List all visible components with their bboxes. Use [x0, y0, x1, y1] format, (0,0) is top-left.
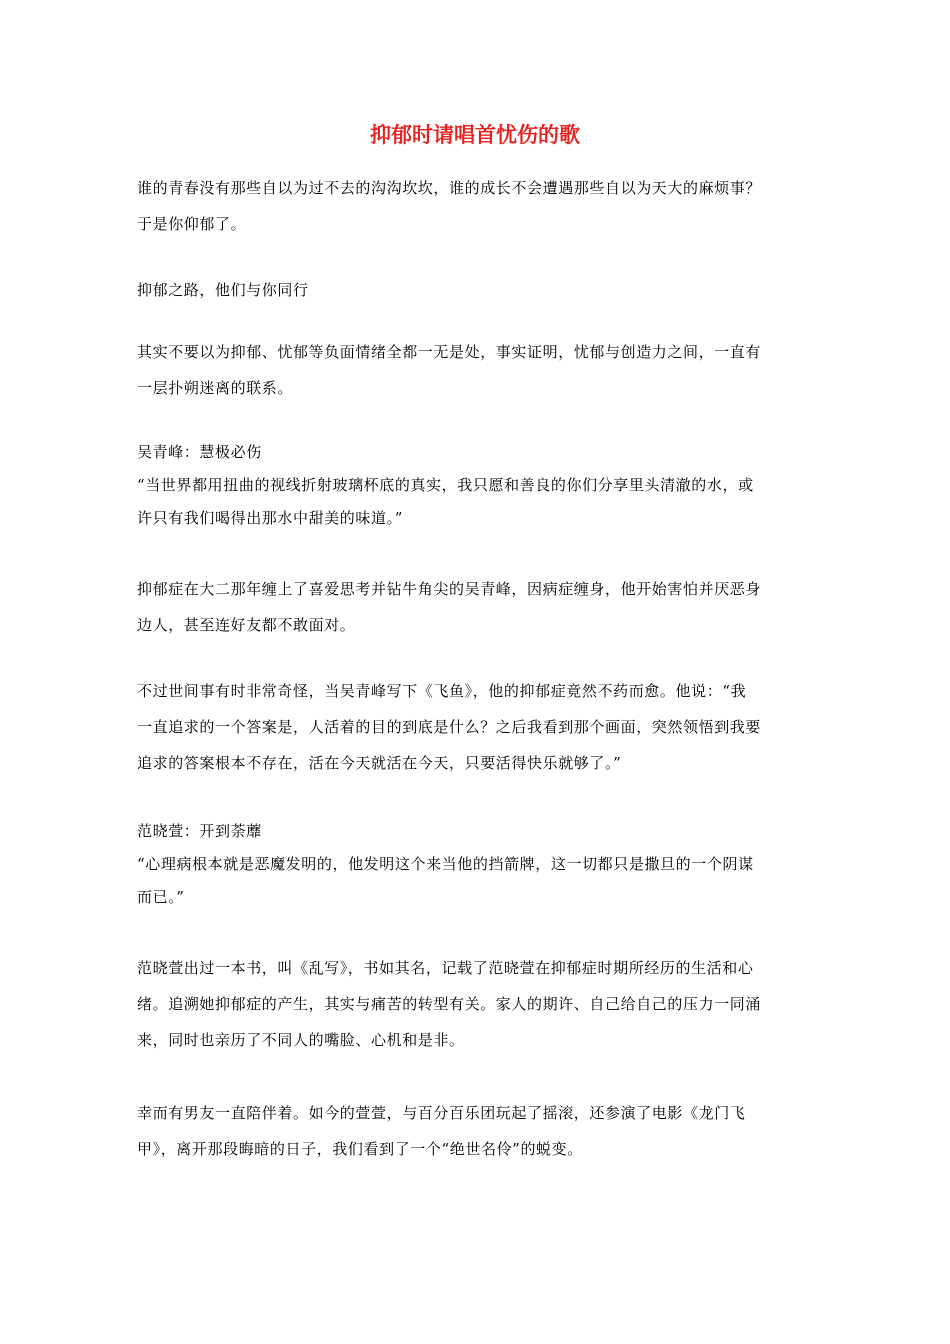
paragraph-wu-story: [137, 571, 817, 643]
paragraph-fan-now: [137, 1095, 817, 1167]
paragraph-line: 来，同时也亲历了不同人的嘴脸、心机和是非。: [137, 1031, 465, 1049]
paragraph-line: 一直追求的一个答案是，人活着的目的到底是什么？之后我看到那个画面，突然领悟到我要: [137, 718, 762, 736]
paragraph-line: 一层扑朔迷离的联系。: [137, 379, 294, 397]
paragraph-wu-quote: [137, 436, 817, 535]
document-title: 抑郁时请唱首忧伤的歌: [370, 122, 580, 147]
paragraph-line: 甲》，离开那段晦暗的日子，我们看到了一个“绝世名伶”的蜕变。: [137, 1140, 583, 1158]
paragraph-line: 抑郁症在大二那年缠上了喜爱思考并钻牛角尖的吴青峰，因病症缠身，他开始害怕并厌恶身: [137, 580, 762, 598]
paragraph-line: 而已。”: [137, 888, 185, 906]
paragraph-intro: [137, 170, 817, 242]
paragraph-fan-quote: [137, 815, 817, 914]
paragraph-line: 不过世间事有时非常奇怪，当吴青峰写下《飞鱼》，他的抑郁症竟然不药而愈。他说：“我: [137, 682, 747, 700]
section-heading-road: [137, 272, 817, 308]
paragraph-line: 边人，甚至连好友都不敢面对。: [137, 616, 356, 634]
paragraph-fan-book: [137, 950, 817, 1058]
paragraph-line: 追求的答案根本不存在，活在今天就活在今天，只要活得快乐就够了。”: [137, 754, 622, 772]
paragraph-line: 其实不要以为抑郁、忧郁等负面情绪全都一无是处，事实证明，忧郁与创造力之间，一直有: [137, 343, 762, 361]
paragraph-line: 抑郁之路，他们与你同行: [137, 281, 309, 299]
paragraph-wu-flyingfish: [137, 673, 817, 781]
paragraph-line: “当世界都用扭曲的视线折射玻璃杯底的真实，我只愿和善良的你们分享里头清澈的水，或: [137, 476, 754, 494]
paragraph-line: “心理病根本就是恶魔发明的，他发明这个来当他的挡箭牌，这一切都只是撒旦的一个阴谋: [137, 855, 754, 873]
paragraph-creativity: [137, 334, 817, 406]
paragraph-line: 绪。追溯她抑郁症的产生，其实与痛苦的转型有关。家人的期许、自己给自己的压力一同涌: [137, 995, 762, 1013]
paragraph-line: 许只有我们喝得出那水中甜美的味道。”: [137, 509, 403, 527]
paragraph-line: 谁的青春没有那些自以为过不去的沟沟坎坎，谁的成长不会遭遇那些自以为天大的麻烦事？: [137, 179, 762, 197]
section-heading-fan: 范晓萱：开到荼蘼: [137, 822, 262, 840]
paragraph-line: 幸而有男友一直陪伴着。如今的萱萱，与百分百乐团玩起了摇滚，还参演了电影《龙门飞: [137, 1104, 746, 1122]
paragraph-line: 范晓萱出过一本书，叫《乱写》，书如其名，记载了范晓萱在抑郁症时期所经历的生活和心: [137, 959, 754, 977]
section-heading-wu: 吴青峰：慧极必伤: [137, 443, 262, 461]
paragraph-line: 于是你仰郁了。: [137, 215, 247, 233]
